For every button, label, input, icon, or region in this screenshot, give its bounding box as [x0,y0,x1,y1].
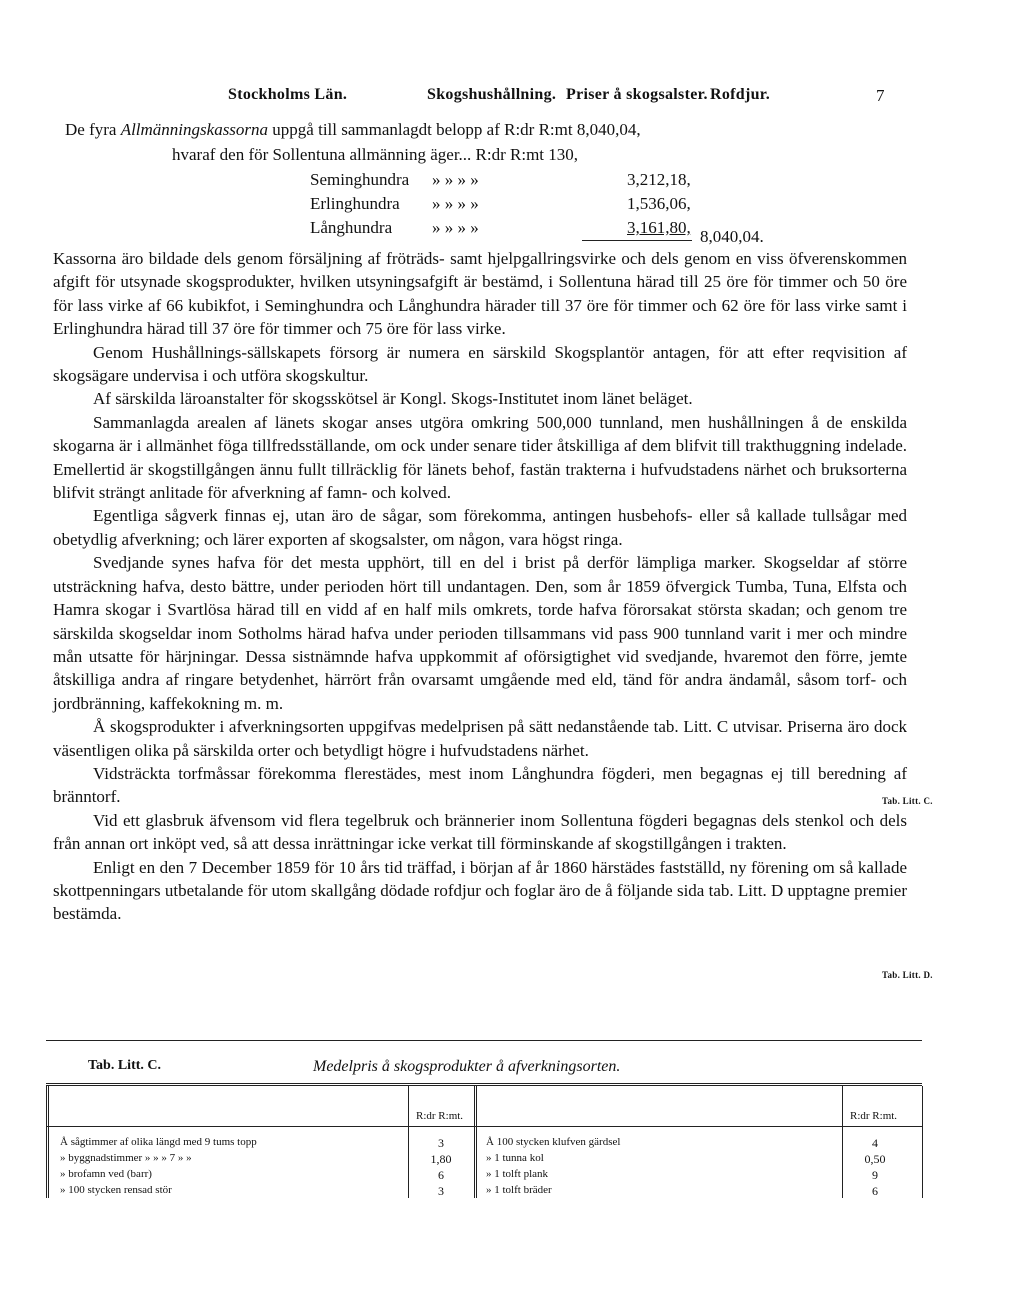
table-row-value: 6 [872,1184,878,1198]
column-header-unit: R:dr R:mt. [416,1110,464,1122]
paragraph: Sammanlagda arealen af länets skogar anses utgöra omkring 500,000 tunnland, men hushållningen å de enskilda skogarna är i allmänhet föga tillfredsställande, om ock under senare tider åtskilliga af dem blifvit till trakthuggning indelade. Emellertid är skogstillgången ännu fullt tillräcklig för länets behof, fastän trakterna i hufvudstadens närhet och bruksorterna blifvit strängt anlitade för afverkning af famn- och kolved. [53,412,907,503]
funds-row-name: Långhundra [310,218,393,237]
funds-intro [65,120,641,140]
table-row-item: » brofamn ved (barr) [60,1168,152,1180]
funds-intro-text-b: uppgå till sammanlagdt belopp af R:dr R:mt 8,040,04, [268,120,641,139]
table-left-rule [46,1086,49,1198]
table-header-rule [46,1126,922,1127]
table-right-rule [922,1086,923,1198]
table-row-item: » 1 tolft plank [486,1168,549,1180]
funds-row-value: 3,212,18, [627,170,691,189]
funds-total: 8,040,04. [700,227,764,246]
funds-row-value: 3,161,80, [627,218,691,237]
header-section: Skogshushållning. [427,86,557,103]
funds-row-value: 1,536,06, [627,194,691,213]
table-row-item: Å sågtimmer af olika längd med 9 tums topp [60,1136,257,1148]
table-row-value: 3 [438,1184,444,1198]
margin-note: Tab. Litt. D. [882,970,933,980]
paragraph: Enligt en den 7 December 1859 för 10 års tid träffad, i början af år 1860 härstädes fastställd, ny förening om så kallade skottpenningars utbetalande för utom skallgång dödade rofdjur och foglar äro de å följande sida tab. Litt. D upptagne premier bestämda. [53,857,907,924]
paragraph: Genom Hushållnings-sällskapets försorg är numera en särskild Skogsplantör antagen, för att efter reqvisition af skogsägare undervisa i och utföra skogskultur. [53,342,907,386]
table-col-rule [842,1086,843,1198]
table-row-item: » 1 tunna kol [486,1152,544,1164]
paragraph: Å skogsprodukter i afverkningsorten uppgifvas medelprisen på sätt nedanstående tab. Litt. C utvisar. Priserna äro dock väsentligen olika på särskilda orter och betydligt högre i hufvudstadens närhet. [53,717,907,760]
paragraph: Vidsträckta torfmåssar förekomma flerestädes, mest inom Långhundra fögderi, men begagnas ej till beredning af bränntorf. [53,763,907,807]
separator-rule [46,1040,922,1041]
funds-intro-italic: Allmänningskassorna [120,120,269,139]
paragraph: Vid ett glasbruk äfvensom vid flera tegelbruk och brännerier inom Sollentuna fögderi begagnas dels stenkol och dels från annan ort inköpt ved, så att dessa inrättningar icke verkat till förminskande af skogstillgången i trakten. [53,810,907,854]
table-row-value: 6 [438,1168,444,1182]
table-row-item: » 1 tolft bräder [486,1184,552,1196]
table-row-item: Å 100 stycken klufven gärdsel [486,1136,621,1148]
sum-rule [582,240,692,241]
funds-row-name: Seminghundra [310,170,410,189]
funds-of-which: hvaraf den för Sollentuna allmänning äger... R:dr R:mt 130, [172,145,579,164]
table-row-item: » 100 stycken rensad stör [60,1184,172,1196]
table-caption: Medelpris å skogsprodukter å afverkningsorten. [313,1058,621,1075]
header-animals: Rofdjur. [710,86,771,103]
paragraph: Af särskilda läroanstalter för skogsskötsel är Kongl. Skogs-Institutet inom länet beläget. [93,389,693,409]
table-row-value: 9 [872,1168,878,1182]
column-header-unit: R:dr R:mt. [850,1110,898,1122]
page-number: 7 [876,86,885,105]
table-label: Tab. Litt. C. [88,1058,162,1073]
table-mid-rule [474,1086,477,1198]
paragraph: Egentliga sågverk finnas ej, utan äro de sågar, som förekomma, antingen husbehofs- eller så kallade tullsågar med obetydlig afverkning; och lärer exporten af skogsalster, om någon, vara högst ringa. [53,506,907,549]
table-row-value: 4 [872,1136,878,1150]
funds-row-marks: » » » » [432,218,479,237]
table-col-rule [408,1086,409,1198]
paragraph: Svedjande synes hafva för det mesta upphört, till en del i brist på derför lämpliga marker. Skogseldar af större utsträckning hafva, desto bättre, under perioden hört till undantagen. Den, som år 1859 öfvergick Tumba, Tuna, Elfsta och Hamra skogar i Svartlösa härad till en vidd af en half mils omkrets, torde hafva förorsakat största skadan; och genom tre särskilda skogseldar inom Sotholms härad hafva under perioden tillsammans vid pass 900 tunnland varit i mer och mindre mån utsatte för härjningar. Dessa sistnämnde hafva uppkommit af oförsigtighet vid svedjande, hvaremot den förre, jemte åtskilliga andra af ringare betydenhet, härrört från ovarsamt umgående med eld, tänd för andra ändamål, såsom torf- och jordbränning, kaffekokning m. m. [53,553,907,713]
header-county: Stockholms Län. [228,86,348,103]
table-top-rule [46,1083,922,1086]
funds-row-name: Erlinghundra [310,194,400,213]
table-row-value: 3 [438,1136,444,1150]
margin-note: Tab. Litt. C. [882,796,933,806]
table-row-item: » byggnadstimmer » » » 7 » » [60,1152,192,1164]
table-row-value: 1,80 [430,1152,452,1166]
funds-intro-text-a: De fyra [65,120,121,139]
funds-row-marks: » » » » [432,194,479,213]
header-topic: Priser å skogsalster. [566,86,708,103]
body-text [53,247,907,926]
paragraph: Kassorna äro bildade dels genom försäljning af fröträds- samt hjelpgallringsvirke och dels genom en viss öfverenskommen afgift för utsynade skogsprodukter, hvilken utsyningsafgift är bestämd, i Sollentuna härad till 25 öre för timmer och 50 öre för lass virke af 66 kubikfot, i Seminghundra och Långhundra härader till 37 öre för timmer och 62 öre för lass virke samt i Erlinghundra härad till 37 öre för timmer och 75 öre för lass virke. [53,249,907,339]
table-row-value: 0,50 [864,1152,886,1166]
funds-row-marks: » » » » [432,170,479,189]
